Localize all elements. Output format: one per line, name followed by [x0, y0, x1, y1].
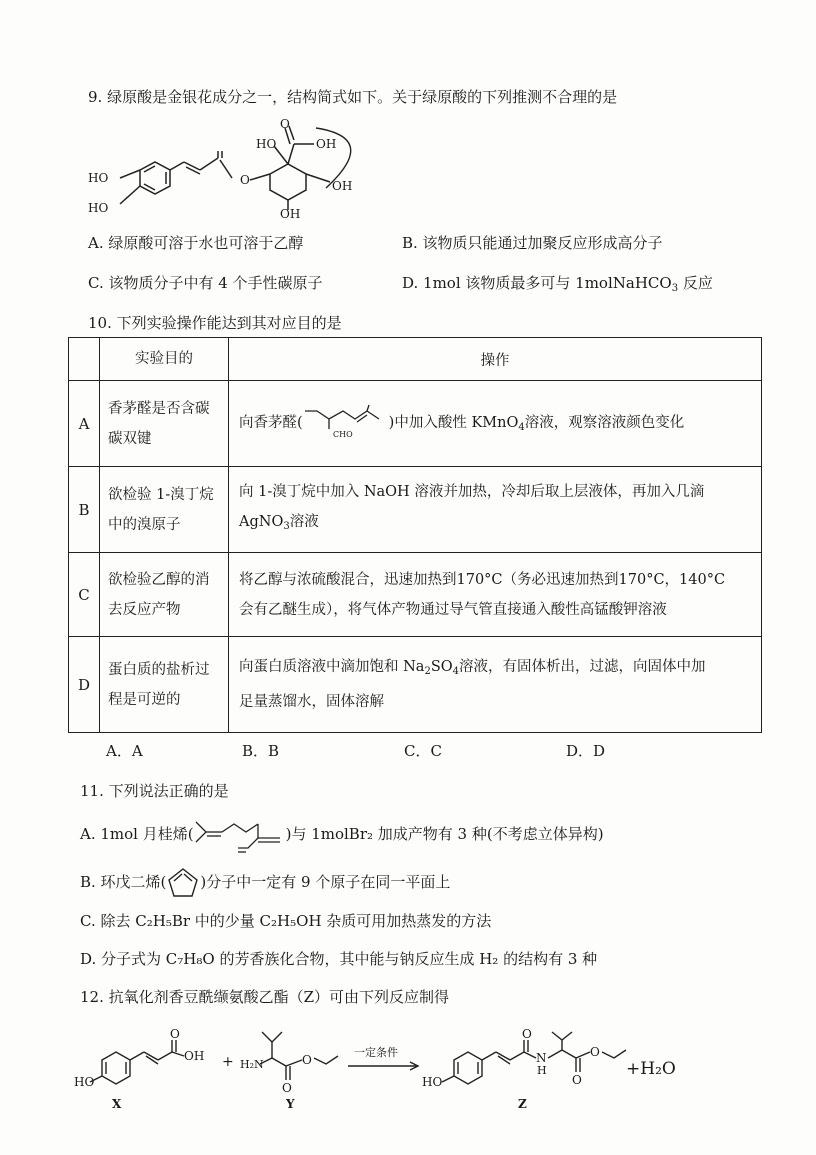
- row-c-aim: 欲检验乙醇的消去反应产物: [100, 553, 229, 637]
- cho-label: CHO: [332, 429, 353, 439]
- table-row: [69, 553, 762, 637]
- header-op: 操作: [229, 338, 762, 381]
- row-d-aim: 蛋白质的盐析过程是可逆的: [100, 637, 229, 733]
- row-d-op: 向蛋白质溶液中滴加饱和 $Na_2SO_4$溶液，有固体析出，过滤，向固体中加 足量蒸馏水，固体溶解: [229, 637, 762, 733]
- y-label: Y: [286, 1097, 295, 1111]
- q9-oh3-label: OH: [280, 207, 301, 221]
- x-ho-label: HO: [74, 1075, 95, 1089]
- q10-answer-a: A．A: [106, 742, 143, 760]
- water-product: +H₂O: [626, 1059, 676, 1079]
- z-h-label: H: [537, 1064, 547, 1077]
- header-aim: 实验目的: [100, 338, 229, 381]
- cyclopentadiene-structure: [166, 866, 200, 900]
- x-label: X: [112, 1097, 122, 1111]
- q9-o1-label: O: [240, 173, 250, 187]
- x-o-label: O: [170, 1027, 180, 1041]
- q9-o2-label: O: [280, 117, 290, 131]
- q10-stem: 10. 下列实验操作能达到其对应目的是: [88, 314, 342, 332]
- row-c-op: 将乙醇与浓硫酸混合，迅速加热到170°C（务必迅速加热到170°C，140°C 会有乙醚生成），将气体产物通过导气管直接通入酸性高锰酸钾溶液: [229, 553, 762, 637]
- q9-option-a: A. 绿原酸可溶于水也可溶于乙醇: [88, 234, 304, 252]
- q10-answer-b: B．B: [242, 742, 280, 760]
- q9-ho1-label: HO: [88, 171, 109, 185]
- q11-option-a: A. 1mol 月桂烯( )与 1molBr₂ 加成产物有 3 种(不考虑立体异构): [80, 818, 604, 852]
- row-a-aim: 香茅醛是否含碳碳双键: [100, 381, 229, 467]
- q11-option-b: B. 环戊二烯( )分子中一定有 9 个原子在同一平面上: [80, 866, 450, 900]
- row-label-b: B: [69, 467, 100, 553]
- q11-option-c: C. 除去 C₂H₅Br 中的少量 C₂H₅OH 杂质可用加热蒸发的方法: [80, 912, 492, 930]
- y-h2n-label: H₂N: [240, 1058, 264, 1071]
- z-o3-label: O: [590, 1045, 600, 1059]
- z-n-label: N: [536, 1051, 547, 1065]
- q9-oh2-label: OH: [332, 179, 353, 193]
- reaction-condition: 一定条件: [354, 1046, 398, 1059]
- table-row: [69, 381, 762, 467]
- q9-oh1-label: OH: [316, 137, 337, 151]
- q10-answer-d: D．D: [566, 742, 606, 760]
- z-o2-label: O: [572, 1073, 582, 1087]
- q9-option-d: D. 1mol 该物质最多可与 1molNaHCO$_3$ 反应: [402, 274, 713, 294]
- row-a-op: 向香茅醛( CHO )中加入酸性 KMnO$_4$溶液，观察溶液颜色变化: [229, 381, 762, 467]
- row-label-d: D: [69, 637, 100, 733]
- row-b-op: 向 1-溴丁烷中加入 NaOH 溶液并加热，冷却后取上层液体，再加入几滴 AgNO$_3$溶液: [229, 467, 762, 553]
- q9-ho3-label: HO: [256, 137, 277, 151]
- table-header-row: [69, 338, 762, 381]
- q10-answer-c: C．C: [404, 742, 442, 760]
- plus-sign: +: [222, 1054, 234, 1070]
- q9-option-b: B. 该物质只能通过加聚反应形成高分子: [402, 234, 663, 252]
- q11-option-d: D. 分子式为 C₇H₈O 的芳香族化合物，其中能与钠反应生成 H₂ 的结构有 3 种: [80, 950, 598, 968]
- y-o-label: O: [282, 1081, 292, 1095]
- myrcene-structure: [194, 818, 286, 852]
- table-row: [69, 637, 762, 733]
- citronellal-structure: [303, 405, 389, 441]
- reaction-scheme: [72, 1024, 712, 1124]
- y-o2-label: O: [302, 1053, 312, 1067]
- x-oh-label: OH: [184, 1049, 205, 1063]
- z-ho-label: HO: [422, 1075, 443, 1089]
- row-label-a: A: [69, 381, 100, 467]
- q12-stem: 12. 抗氧化剂香豆酰缬氨酸乙酯（Z）可由下列反应制得: [80, 988, 450, 1006]
- q9-ho2-label: HO: [88, 201, 109, 215]
- row-b-aim: 欲检验 1-溴丁烷中的溴原子: [100, 467, 229, 553]
- experiment-table: [68, 337, 762, 733]
- q11-stem: 11. 下列说法正确的是: [80, 782, 229, 800]
- z-label: Z: [518, 1097, 527, 1111]
- chlorogenic-acid-structure: [80, 117, 380, 221]
- row-label-c: C: [69, 553, 100, 637]
- z-o-label: O: [522, 1027, 532, 1041]
- table-row: [69, 467, 762, 553]
- q9-option-c: C. 该物质分子中有 4 个手性碳原子: [88, 274, 323, 292]
- q9-stem: 9. 绿原酸是金银花成分之一，结构简式如下。关于绿原酸的下列推测不合理的是: [88, 88, 618, 106]
